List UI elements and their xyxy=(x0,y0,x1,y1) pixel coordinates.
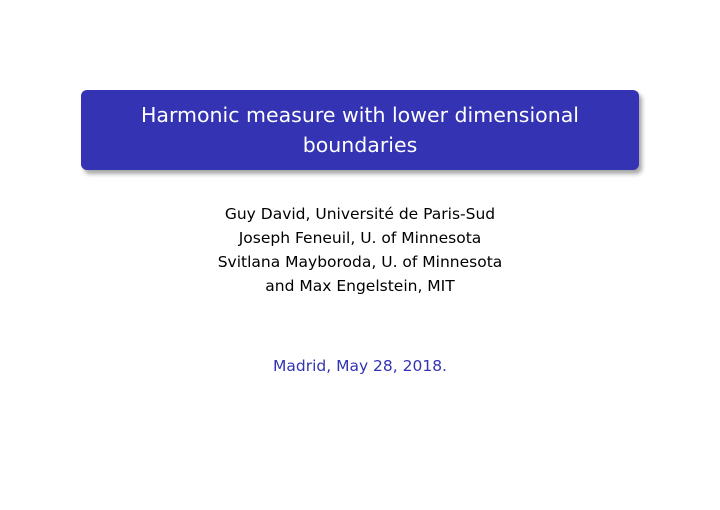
author-line-4: and Max Engelstein, MIT xyxy=(265,277,455,295)
title-line-2: boundaries xyxy=(302,133,418,157)
author-line-3: Svitlana Mayboroda, U. of Minnesota xyxy=(217,253,503,271)
author-line-2: Joseph Feneuil, U. of Minnesota xyxy=(238,229,482,247)
author-list xyxy=(0,202,720,298)
presentation-date: Madrid, May 28, 2018. xyxy=(272,357,447,375)
title-box xyxy=(81,90,639,170)
title-line-1: Harmonic measure with lower dimensional xyxy=(141,103,579,127)
author-line-1: Guy David, Université de Paris-Sud xyxy=(224,205,496,223)
